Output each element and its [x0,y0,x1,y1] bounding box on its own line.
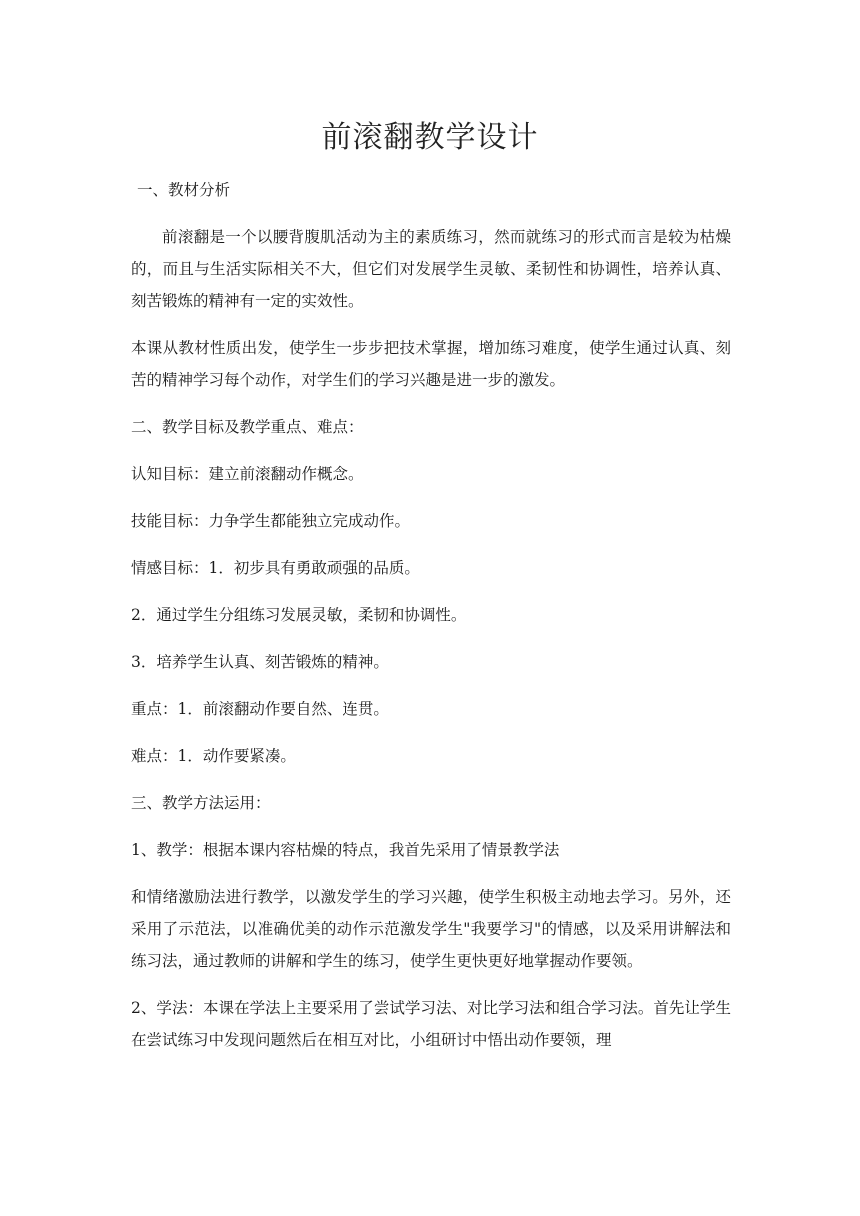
paragraph: 3．培养学生认真、刻苦锻炼的精神。 [131,653,389,671]
paragraph: 前滚翻是一个以腰背腹肌活动为主的素质练习，然而就练习的形式而言是较为枯燥的，而且与生活实际相关不大，但它们对发展学生灵敏、柔韧性和协调性，培养认真、刻苦锻炼的精神有一定的实效性。 [131,228,731,310]
paragraph: 情感目标：1．初步具有勇敢顽强的品质。 [131,559,420,577]
paragraph: 1、教学：根据本课内容枯燥的特点，我首先采用了情景教学法 [131,841,560,859]
document-title: 前滚翻教学设计 [321,120,539,155]
paragraph: 和情绪激励法进行教学，以激发学生的学习兴趣，使学生积极主动地去学习。另外，还采用了示范法，以准确优美的动作示范激发学生"我要学习"的情感，以及采用讲解法和练习法，通过教师的讲解和学生的练习，使学生更快更好地掌握动作要领。 [131,888,731,970]
paragraph: 技能目标：力争学生都能独立完成动作。 [131,512,411,530]
section-heading-methods: 三、教学方法运用： [131,794,271,812]
paragraph: 难点：1．动作要紧凑。 [131,747,296,765]
paragraph: 2、学法：本课在学法上主要采用了尝试学习法、对比学习法和组合学习法。首先让学生在尝试练习中发现问题然后在相互对比，小组研讨中悟出动作要领，理 [131,999,731,1049]
paragraph: 认知目标：建立前滚翻动作概念。 [131,465,364,483]
paragraph: 本课从教材性质出发，使学生一步步把技术掌握，增加练习难度，使学生通过认真、刻苦的精神学习每个动作，对学生们的学习兴趣是进一步的激发。 [131,339,731,389]
paragraph: 重点：1．前滚翻动作要自然、连贯。 [131,700,389,718]
section-heading-textbook-analysis: 一、教材分析 [137,181,231,199]
section-heading-objectives: 二、教学目标及教学重点、难点： [131,418,364,436]
paragraph: 2．通过学生分组练习发展灵敏，柔韧和协调性。 [131,606,467,624]
document-body [131,174,731,1071]
